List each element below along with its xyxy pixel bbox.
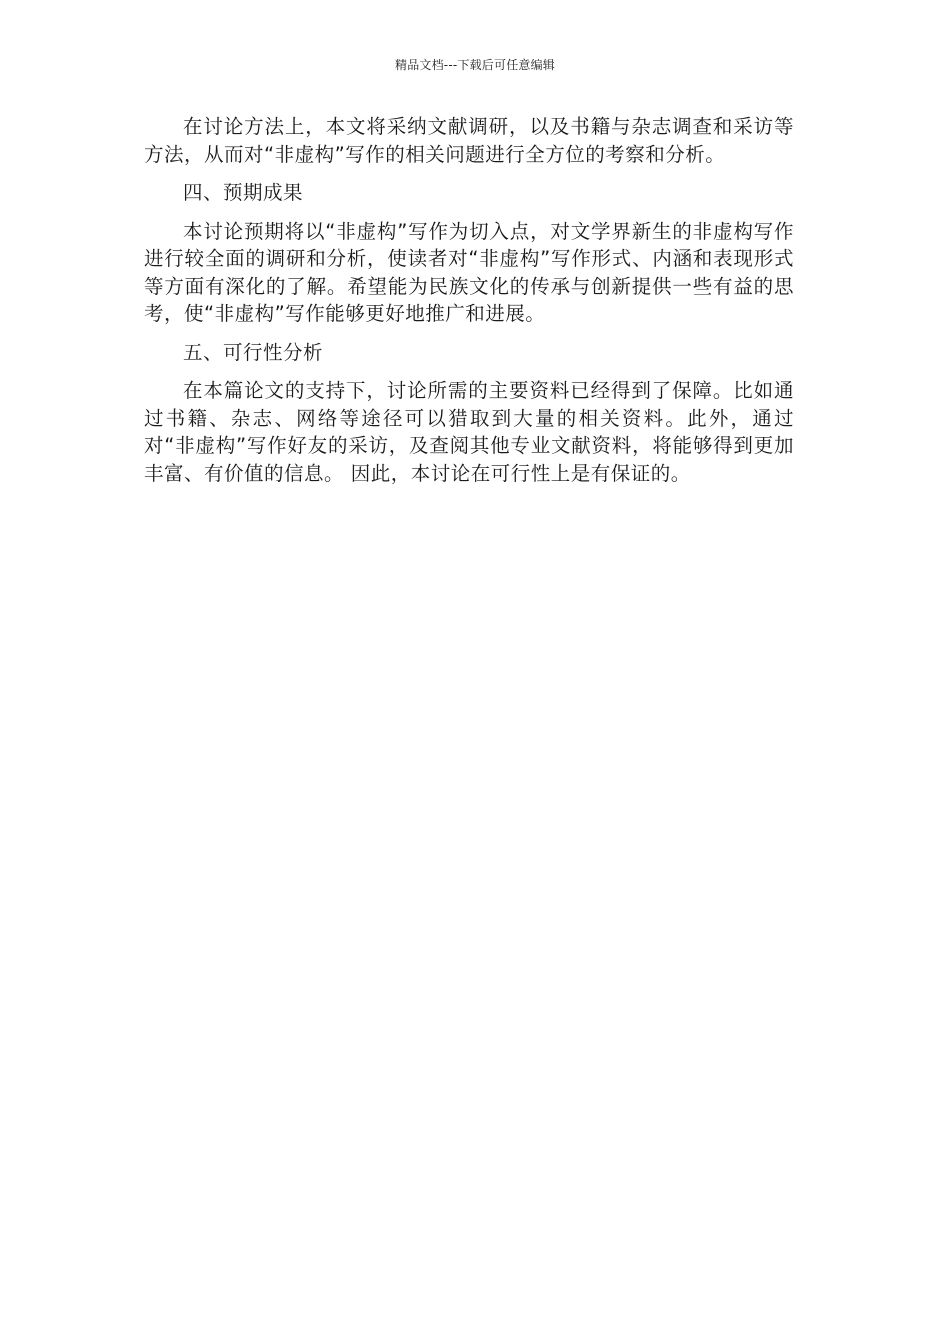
paragraph-feasibility: 在本篇论文的支持下，讨论所需的主要资料已经得到了保障。比如通过书籍、杂志、网络等途径可以猎取到大量的相关资料。此外，通过对“非虚构”写作好友的采访，及查阅其他专业文献资料，将能够得到更加丰富、有价值的信息。 因此，本讨论在可行性上是有保证的。 [144, 379, 794, 485]
page-header: 精品文档---下载后可任意编辑 [395, 58, 555, 72]
section-heading-expected-results: 四、预期成果 [183, 181, 304, 204]
document-body [144, 113, 794, 498]
paragraph-expected-results: 本讨论预期将以“非虚构”写作为切入点，对文学界新生的非虚构写作进行较全面的调研和分析，使读者对“非虚构”写作形式、内涵和表现形式等方面有深化的了解。希望能为民族文化的传承与创新提供一些有益的思考，使“非虚构”写作能够更好地推广和进展。 [144, 219, 794, 325]
paragraph-methods: 在讨论方法上，本文将采纳文献调研，以及书籍与杂志调查和采访等方法，从而对“非虚构”写作的相关问题进行全方位的考察和分析。 [144, 115, 794, 166]
section-heading-feasibility: 五、可行性分析 [183, 340, 324, 364]
